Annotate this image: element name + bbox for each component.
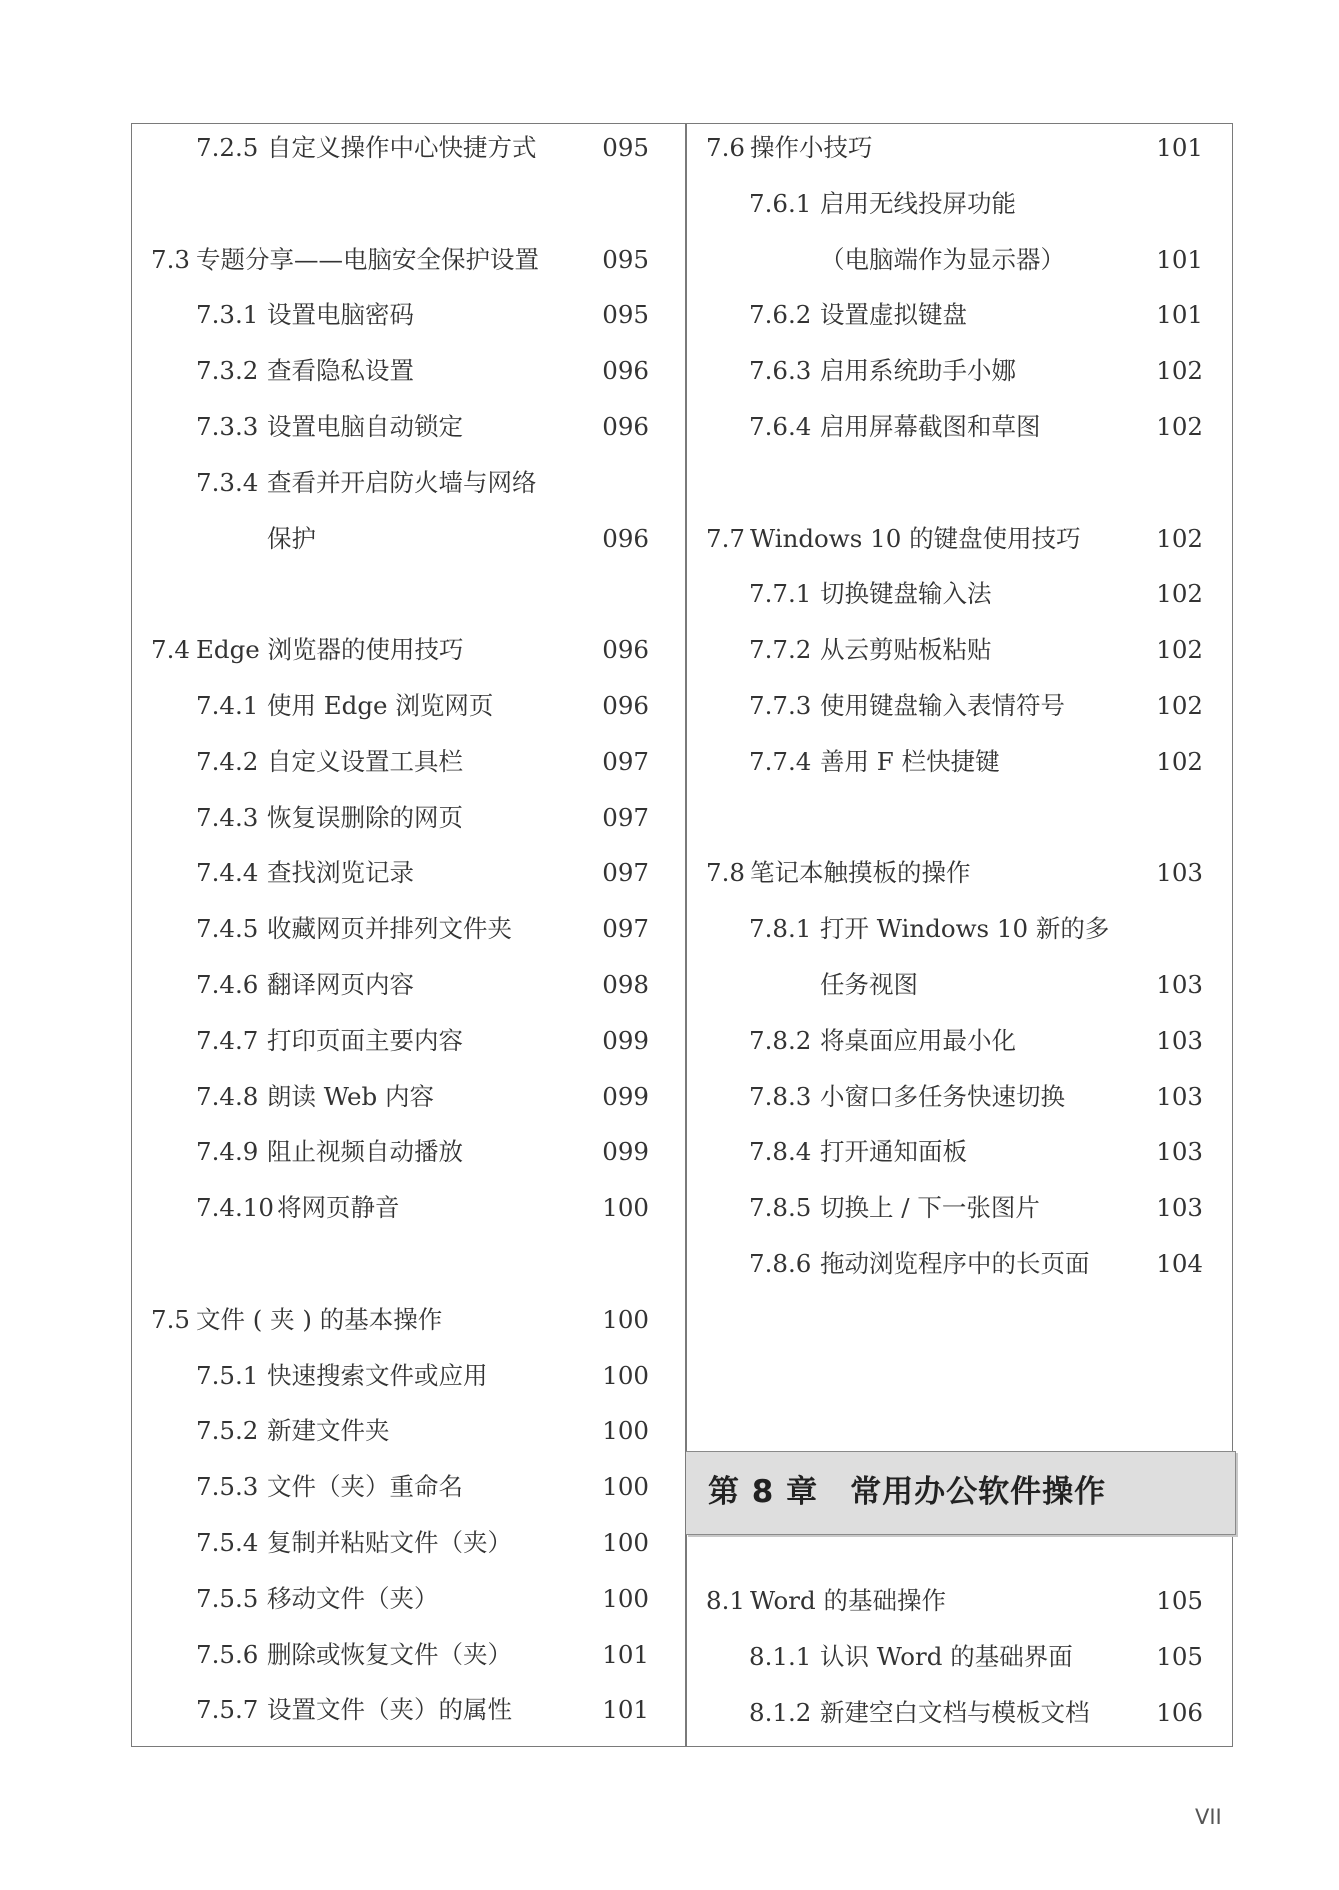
- toc-entry-number: 7.6.2: [749, 300, 812, 330]
- toc-entry-number: 7.4: [151, 635, 190, 665]
- toc-entry-page: 102: [1156, 579, 1203, 609]
- toc-entry: [131, 965, 685, 1005]
- toc-entry-number: 7.5.3: [196, 1472, 259, 1502]
- toc-entry: [131, 798, 685, 838]
- toc-entry-page: 103: [1156, 1193, 1203, 1223]
- toc-entry-page: 101: [1156, 244, 1203, 274]
- toc-entry: [131, 1188, 685, 1228]
- toc-entry-page: 101: [602, 1695, 649, 1725]
- toc-entry: [686, 240, 1233, 280]
- toc-entry-page: 097: [602, 858, 649, 888]
- toc-entry-page: 095: [602, 244, 649, 274]
- toc-entry-title: 查找浏览记录: [267, 858, 414, 888]
- toc-entry: [131, 1523, 685, 1563]
- toc-entry-title: （电脑端作为显示器）: [820, 244, 1065, 274]
- toc-entry: [686, 351, 1233, 391]
- toc-entry-number: 7.4.10: [196, 1193, 274, 1223]
- toc-entry-title: 复制并粘贴文件（夹）: [267, 1528, 512, 1557]
- toc-entry-page: 096: [602, 412, 649, 441]
- toc-entry-number: 7.6: [706, 133, 745, 162]
- toc-entry: [131, 295, 685, 335]
- toc-entry-title: 切换键盘输入法: [820, 579, 992, 609]
- toc-entry-page: 101: [1156, 300, 1203, 330]
- toc-entry: [686, 1693, 1233, 1733]
- toc-entry-number: 7.3.4: [196, 467, 259, 497]
- toc-entry-title: 从云剪贴板粘贴: [820, 635, 992, 665]
- toc-entry-page: 102: [1156, 691, 1203, 720]
- toc-entry-title: 笔记本触摸板的操作: [750, 858, 971, 888]
- toc-entry-number: 7.4.7: [196, 1025, 259, 1055]
- toc-entry-title: 操作小技巧: [750, 133, 873, 162]
- toc-entry-title: 保护: [267, 523, 316, 553]
- toc-entry-page: 103: [1156, 858, 1203, 888]
- toc-entry-number: 7.7.1: [749, 579, 812, 609]
- toc-entry: [686, 965, 1233, 1005]
- toc-entry-title: 设置文件（夹）的属性: [267, 1695, 512, 1725]
- toc-entry-page: 102: [1156, 523, 1203, 553]
- chapter-title: 第 8 章 常用办公软件操作: [708, 1474, 1107, 1510]
- toc-entry-page: 096: [602, 635, 649, 665]
- toc-entry: [686, 1188, 1233, 1228]
- toc-entry-number: 7.8.4: [749, 1137, 812, 1167]
- toc-entry-title: 查看并开启防火墙与网络: [267, 467, 537, 497]
- toc-entry-page: 096: [602, 691, 649, 720]
- toc-entry-number: 7.4.1: [196, 691, 259, 720]
- toc-entry: [131, 1021, 685, 1061]
- toc-entry-number: 7.6.1: [749, 188, 812, 218]
- toc-entry-title: 翻译网页内容: [267, 970, 414, 999]
- toc-entry: [131, 630, 685, 670]
- toc-entry-title: 文件 ( 夹 ) 的基本操作: [196, 1304, 443, 1334]
- toc-entry: [131, 853, 685, 893]
- toc-entry: [131, 686, 685, 726]
- toc-entry-page: 098: [602, 970, 649, 999]
- toc-entry-title: 文件（夹）重命名: [267, 1472, 463, 1502]
- toc-entry-page: 103: [1156, 970, 1203, 999]
- toc-entry: [131, 1411, 685, 1451]
- toc-entry: [131, 742, 685, 782]
- toc-entry-page: 103: [1156, 1081, 1203, 1111]
- toc-entry-page: 105: [1156, 1641, 1203, 1671]
- toc-entry: [686, 1077, 1233, 1117]
- toc-entry-title: Edge 浏览器的使用技巧: [196, 635, 464, 665]
- toc-entry-title: 快速搜索文件或应用: [267, 1360, 488, 1390]
- toc-entry-number: 8.1.2: [749, 1697, 812, 1727]
- toc-entry-title: 设置虚拟键盘: [820, 300, 967, 330]
- toc-entry-page: 102: [1156, 412, 1203, 441]
- toc-entry-page: 101: [1156, 133, 1203, 162]
- toc-entry-number: 7.5.6: [196, 1639, 259, 1669]
- toc-entry: [686, 686, 1233, 726]
- toc-entry-number: 7.7: [706, 523, 745, 553]
- toc-entry-number: 7.8.3: [749, 1081, 812, 1111]
- toc-entry: [686, 630, 1233, 670]
- toc-entry-page: 097: [602, 746, 649, 776]
- toc-entry: [131, 519, 685, 559]
- toc-entry-number: 8.1: [706, 1586, 745, 1615]
- toc-entry: [131, 1690, 685, 1730]
- toc-entry: [131, 1467, 685, 1507]
- toc-entry: [686, 574, 1233, 614]
- toc-entry-page: 097: [602, 802, 649, 832]
- toc-entry: [131, 407, 685, 447]
- toc-entry-number: 8.1.1: [749, 1641, 812, 1671]
- toc-entry-title: 拖动浏览程序中的长页面: [820, 1249, 1090, 1278]
- toc-entry: [131, 1635, 685, 1675]
- toc-entry-title: 任务视图: [820, 970, 918, 999]
- toc-entry: [686, 295, 1233, 335]
- toc-entry-page: 100: [602, 1472, 649, 1502]
- toc-entry-title: 打印页面主要内容: [267, 1025, 463, 1055]
- toc-entry-page: 095: [602, 133, 649, 162]
- toc-entry-number: 7.4.5: [196, 914, 259, 944]
- toc-entry-title: 新建文件夹: [267, 1416, 390, 1446]
- toc-entry-number: 7.2.5: [196, 133, 259, 162]
- toc-entry-number: 7.5.7: [196, 1695, 259, 1725]
- toc-entry-number: 7.4.2: [196, 746, 259, 776]
- toc-entry-number: 7.7.4: [749, 746, 812, 776]
- toc-entry-title: 切换上 / 下一张图片: [820, 1193, 1040, 1223]
- toc-entry-title: 移动文件（夹）: [267, 1583, 439, 1613]
- toc-entry-page: 105: [1156, 1586, 1203, 1615]
- toc-entry-number: 7.5.2: [196, 1416, 259, 1446]
- toc-entry: [686, 1021, 1233, 1061]
- toc-entry-page: 095: [602, 300, 649, 330]
- toc-entry-title: 善用 F 栏快捷键: [820, 746, 1000, 776]
- toc-entry-title: 认识 Word 的基础界面: [820, 1641, 1073, 1671]
- toc-entry: [686, 1132, 1233, 1172]
- toc-entry: [686, 1244, 1233, 1284]
- toc-entry-title: 打开 Windows 10 新的多: [820, 914, 1110, 944]
- toc-entry-title: 恢复误删除的网页: [267, 802, 463, 832]
- toc-entry-page: 100: [602, 1583, 649, 1613]
- toc-entry-number: 7.7.2: [749, 635, 812, 665]
- toc-entry-page: 103: [1156, 1137, 1203, 1167]
- toc-entry-page: 101: [602, 1639, 649, 1669]
- toc-entry: [131, 1579, 685, 1619]
- toc-entry-number: 7.5.5: [196, 1583, 259, 1613]
- toc-entry-page: 102: [1156, 356, 1203, 386]
- toc-entry-title: Word 的基础操作: [750, 1586, 946, 1615]
- toc-entry: [686, 407, 1233, 447]
- toc-entry-page: 103: [1156, 1025, 1203, 1055]
- toc-entry-page: 099: [602, 1025, 649, 1055]
- toc-entry-title: 新建空白文档与模板文档: [820, 1697, 1090, 1727]
- toc-entry-title: 将桌面应用最小化: [820, 1025, 1016, 1055]
- toc-entry: [131, 1132, 685, 1172]
- toc-entry-title: 启用屏幕截图和草图: [820, 412, 1041, 441]
- toc-entry-title: 自定义设置工具栏: [267, 746, 463, 776]
- toc-entry-number: 7.8.5: [749, 1193, 812, 1223]
- toc-entry-title: 设置电脑自动锁定: [267, 412, 463, 441]
- toc-entry-page: 096: [602, 523, 649, 553]
- toc-entry-page: 106: [1156, 1697, 1203, 1727]
- toc-entry-number: 7.8.2: [749, 1025, 812, 1055]
- toc-entry: [131, 128, 685, 168]
- toc-entry-page: 102: [1156, 746, 1203, 776]
- toc-entry-page: 100: [602, 1193, 649, 1223]
- toc-entry-page: 099: [602, 1137, 649, 1167]
- toc-entry-number: 7.4.3: [196, 802, 259, 832]
- toc-entry-number: 7.5: [151, 1304, 190, 1334]
- toc-entry: [131, 351, 685, 391]
- toc-entry-number: 7.3.3: [196, 412, 259, 441]
- toc-entry-page: 097: [602, 914, 649, 944]
- toc-entry-page: 096: [602, 356, 649, 386]
- toc-entry-page: 100: [602, 1528, 649, 1557]
- toc-entry-title: 使用 Edge 浏览网页: [267, 691, 494, 720]
- toc-entry-number: 7.8.6: [749, 1249, 812, 1278]
- toc-entry-page: 104: [1156, 1249, 1203, 1278]
- toc-entry-title: 使用键盘输入表情符号: [820, 691, 1065, 720]
- toc-entry-title: 自定义操作中心快捷方式: [267, 133, 537, 162]
- toc-entry-number: 7.8.1: [749, 914, 812, 944]
- toc-entry: [131, 1356, 685, 1396]
- toc-entry: [131, 1077, 685, 1117]
- page-folio: VII: [1195, 1805, 1222, 1829]
- toc-entry-title: 专题分享——电脑安全保护设置: [196, 244, 539, 274]
- toc-entry-page: 099: [602, 1081, 649, 1111]
- toc-entry-page: 100: [602, 1304, 649, 1334]
- toc-entry-title: 查看隐私设置: [267, 356, 414, 386]
- toc-entry-page: 100: [602, 1416, 649, 1446]
- toc-entry-title: 收藏网页并排列文件夹: [267, 914, 512, 944]
- toc-entry-title: 设置电脑密码: [267, 300, 414, 330]
- toc-entry-title: 小窗口多任务快速切换: [820, 1081, 1065, 1111]
- toc-entry: [686, 1637, 1233, 1677]
- toc-entry-number: 7.3.1: [196, 300, 259, 330]
- toc-entry: [686, 128, 1233, 168]
- toc-entry-number: 7.3.2: [196, 356, 259, 386]
- toc-entry-number: 7.8: [706, 858, 745, 888]
- toc-entry: [686, 742, 1233, 782]
- chapter-heading-band: [686, 1451, 1236, 1535]
- toc-entry-title: 删除或恢复文件（夹）: [267, 1639, 512, 1669]
- toc-entry-title: 阻止视频自动播放: [267, 1137, 463, 1167]
- toc-entry: [686, 519, 1233, 559]
- toc-entry: [686, 853, 1233, 893]
- toc-entry-page: 102: [1156, 635, 1203, 665]
- toc-entry: [131, 463, 685, 503]
- toc-entry-title: 启用无线投屏功能: [820, 188, 1016, 218]
- toc-entry-title: 启用系统助手小娜: [820, 356, 1016, 386]
- toc-entry-title: 打开通知面板: [820, 1137, 967, 1167]
- toc-entry-number: 7.7.3: [749, 691, 812, 720]
- toc-entry-number: 7.4.4: [196, 858, 259, 888]
- toc-entry-number: 7.4.6: [196, 970, 259, 999]
- toc-entry-title: Windows 10 的键盘使用技巧: [750, 523, 1081, 553]
- toc-entry-title: 将网页静音: [277, 1193, 400, 1223]
- toc-entry-page: 100: [602, 1360, 649, 1390]
- toc-entry: [131, 909, 685, 949]
- toc-entry-number: 7.5.4: [196, 1528, 259, 1557]
- toc-entry: [131, 1300, 685, 1340]
- toc-entry: [686, 1581, 1233, 1621]
- toc-entry: [686, 909, 1233, 949]
- toc-entry: [686, 184, 1233, 224]
- toc-entry-number: 7.3: [151, 244, 190, 274]
- toc-entry-number: 7.6.3: [749, 356, 812, 386]
- toc-entry-number: 7.4.8: [196, 1081, 259, 1111]
- toc-entry: [131, 240, 685, 280]
- toc-entry-number: 7.6.4: [749, 412, 812, 441]
- toc-entry-title: 朗读 Web 内容: [267, 1081, 434, 1111]
- toc-entry-number: 7.5.1: [196, 1360, 259, 1390]
- toc-entry-number: 7.4.9: [196, 1137, 259, 1167]
